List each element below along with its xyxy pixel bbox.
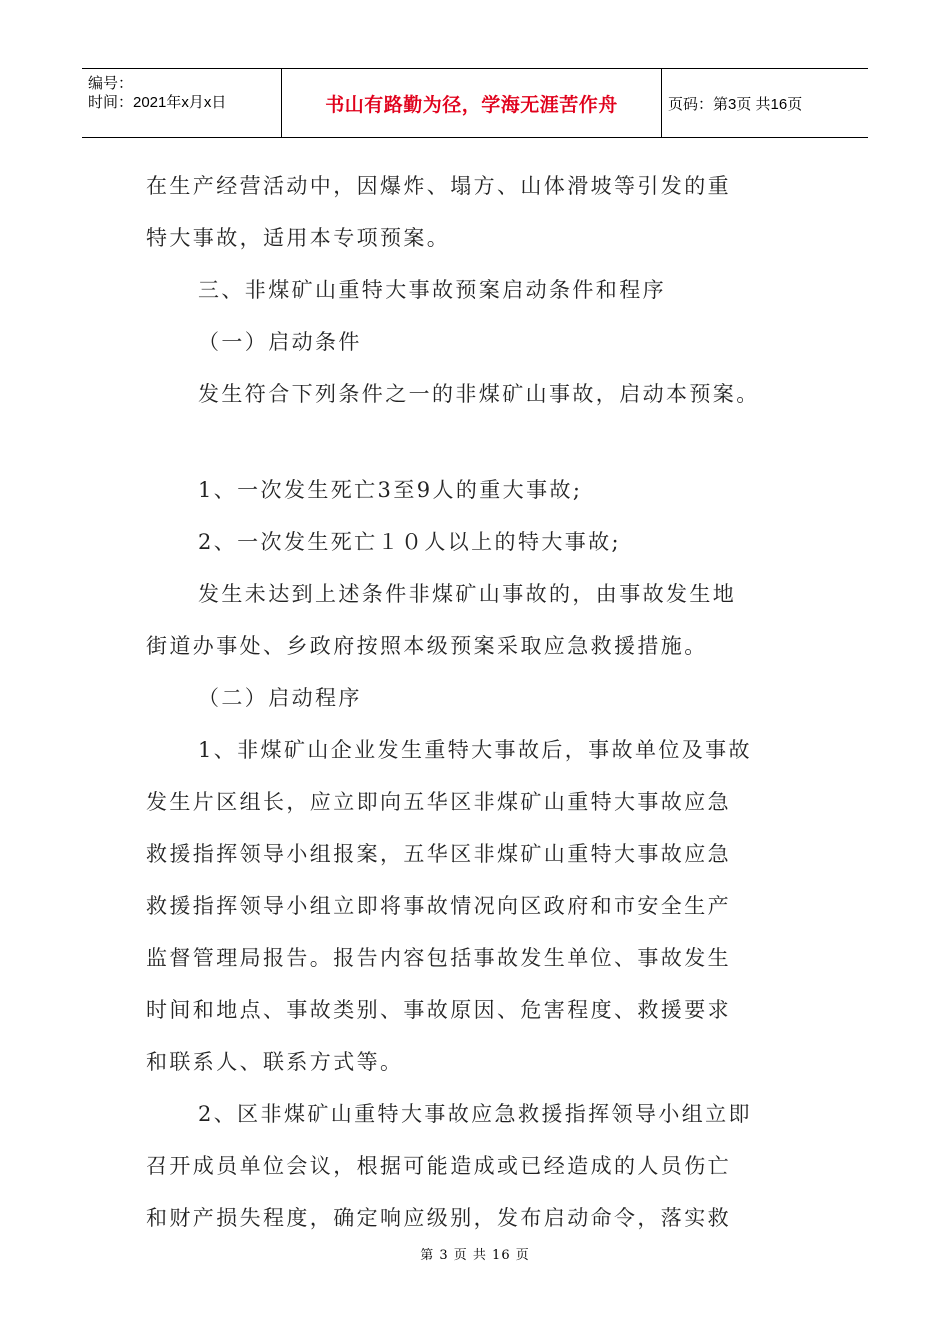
page-footer [0, 1244, 950, 1263]
list-item: 2、一次发生死亡１０人以上的特大事故; [198, 530, 622, 554]
paragraph-line: 救援指挥领导小组立即将事故情况向区政府和市安全生产 [146, 894, 731, 918]
document-number-label: 编号： [88, 75, 134, 92]
header-motto: 书山有路勤为径，学海无涯苦作舟 [325, 93, 618, 116]
paragraph-line: 监督管理局报告。报告内容包括事故发生单位、事故发生 [146, 946, 731, 970]
document-date-label: 时间：2021年x月x日 [88, 94, 227, 111]
header-motto-cell [282, 69, 662, 137]
subsection-title: （一）启动条件 [198, 330, 362, 354]
paragraph-line: 召开成员单位会议，根据可能造成或已经造成的人员伤亡 [146, 1154, 731, 1178]
paragraph-line: 发生片区组长，应立即向五华区非煤矿山重特大事故应急 [146, 790, 731, 814]
paragraph-line: 发生未达到上述条件非煤矿山事故的，由事故发生地 [198, 582, 737, 606]
paragraph-line: 时间和地点、事故类别、事故原因、危害程度、救援要求 [146, 998, 731, 1022]
paragraph-line: 街道办事处、乡政府按照本级预案采取应急救援措施。 [146, 634, 708, 658]
paragraph-line: 发生符合下列条件之一的非煤矿山事故，启动本预案。 [198, 382, 760, 406]
paragraph-line: 在生产经营活动中，因爆炸、塌方、山体滑坡等引发的重 [146, 174, 731, 198]
page-header [82, 68, 868, 138]
section-title: 三、非煤矿山重特大事故预案启动条件和程序 [198, 278, 666, 302]
paragraph-line: 救援指挥领导小组报案，五华区非煤矿山重特大事故应急 [146, 842, 731, 866]
list-item: 1、一次发生死亡3至9人的重大事故; [198, 478, 583, 502]
header-page-number: 页码：第3页 共16页 [668, 95, 803, 113]
paragraph-line: 和联系人、联系方式等。 [146, 1050, 404, 1074]
paragraph-line: 1、非煤矿山企业发生重特大事故后，事故单位及事故 [198, 738, 752, 762]
header-page-cell [662, 69, 868, 137]
paragraph-line: 和财产损失程度，确定响应级别，发布启动命令，落实救 [146, 1206, 731, 1230]
subsection-title: （二）启动程序 [198, 686, 362, 710]
document-body [146, 160, 826, 1244]
footer-page-number: 第 3 页 共 16 页 [420, 1248, 530, 1263]
paragraph-line: 2、区非煤矿山重特大事故应急救援指挥领导小组立即 [198, 1102, 752, 1126]
header-meta-cell [82, 69, 282, 137]
paragraph-line: 特大事故，适用本专项预案。 [146, 226, 451, 250]
